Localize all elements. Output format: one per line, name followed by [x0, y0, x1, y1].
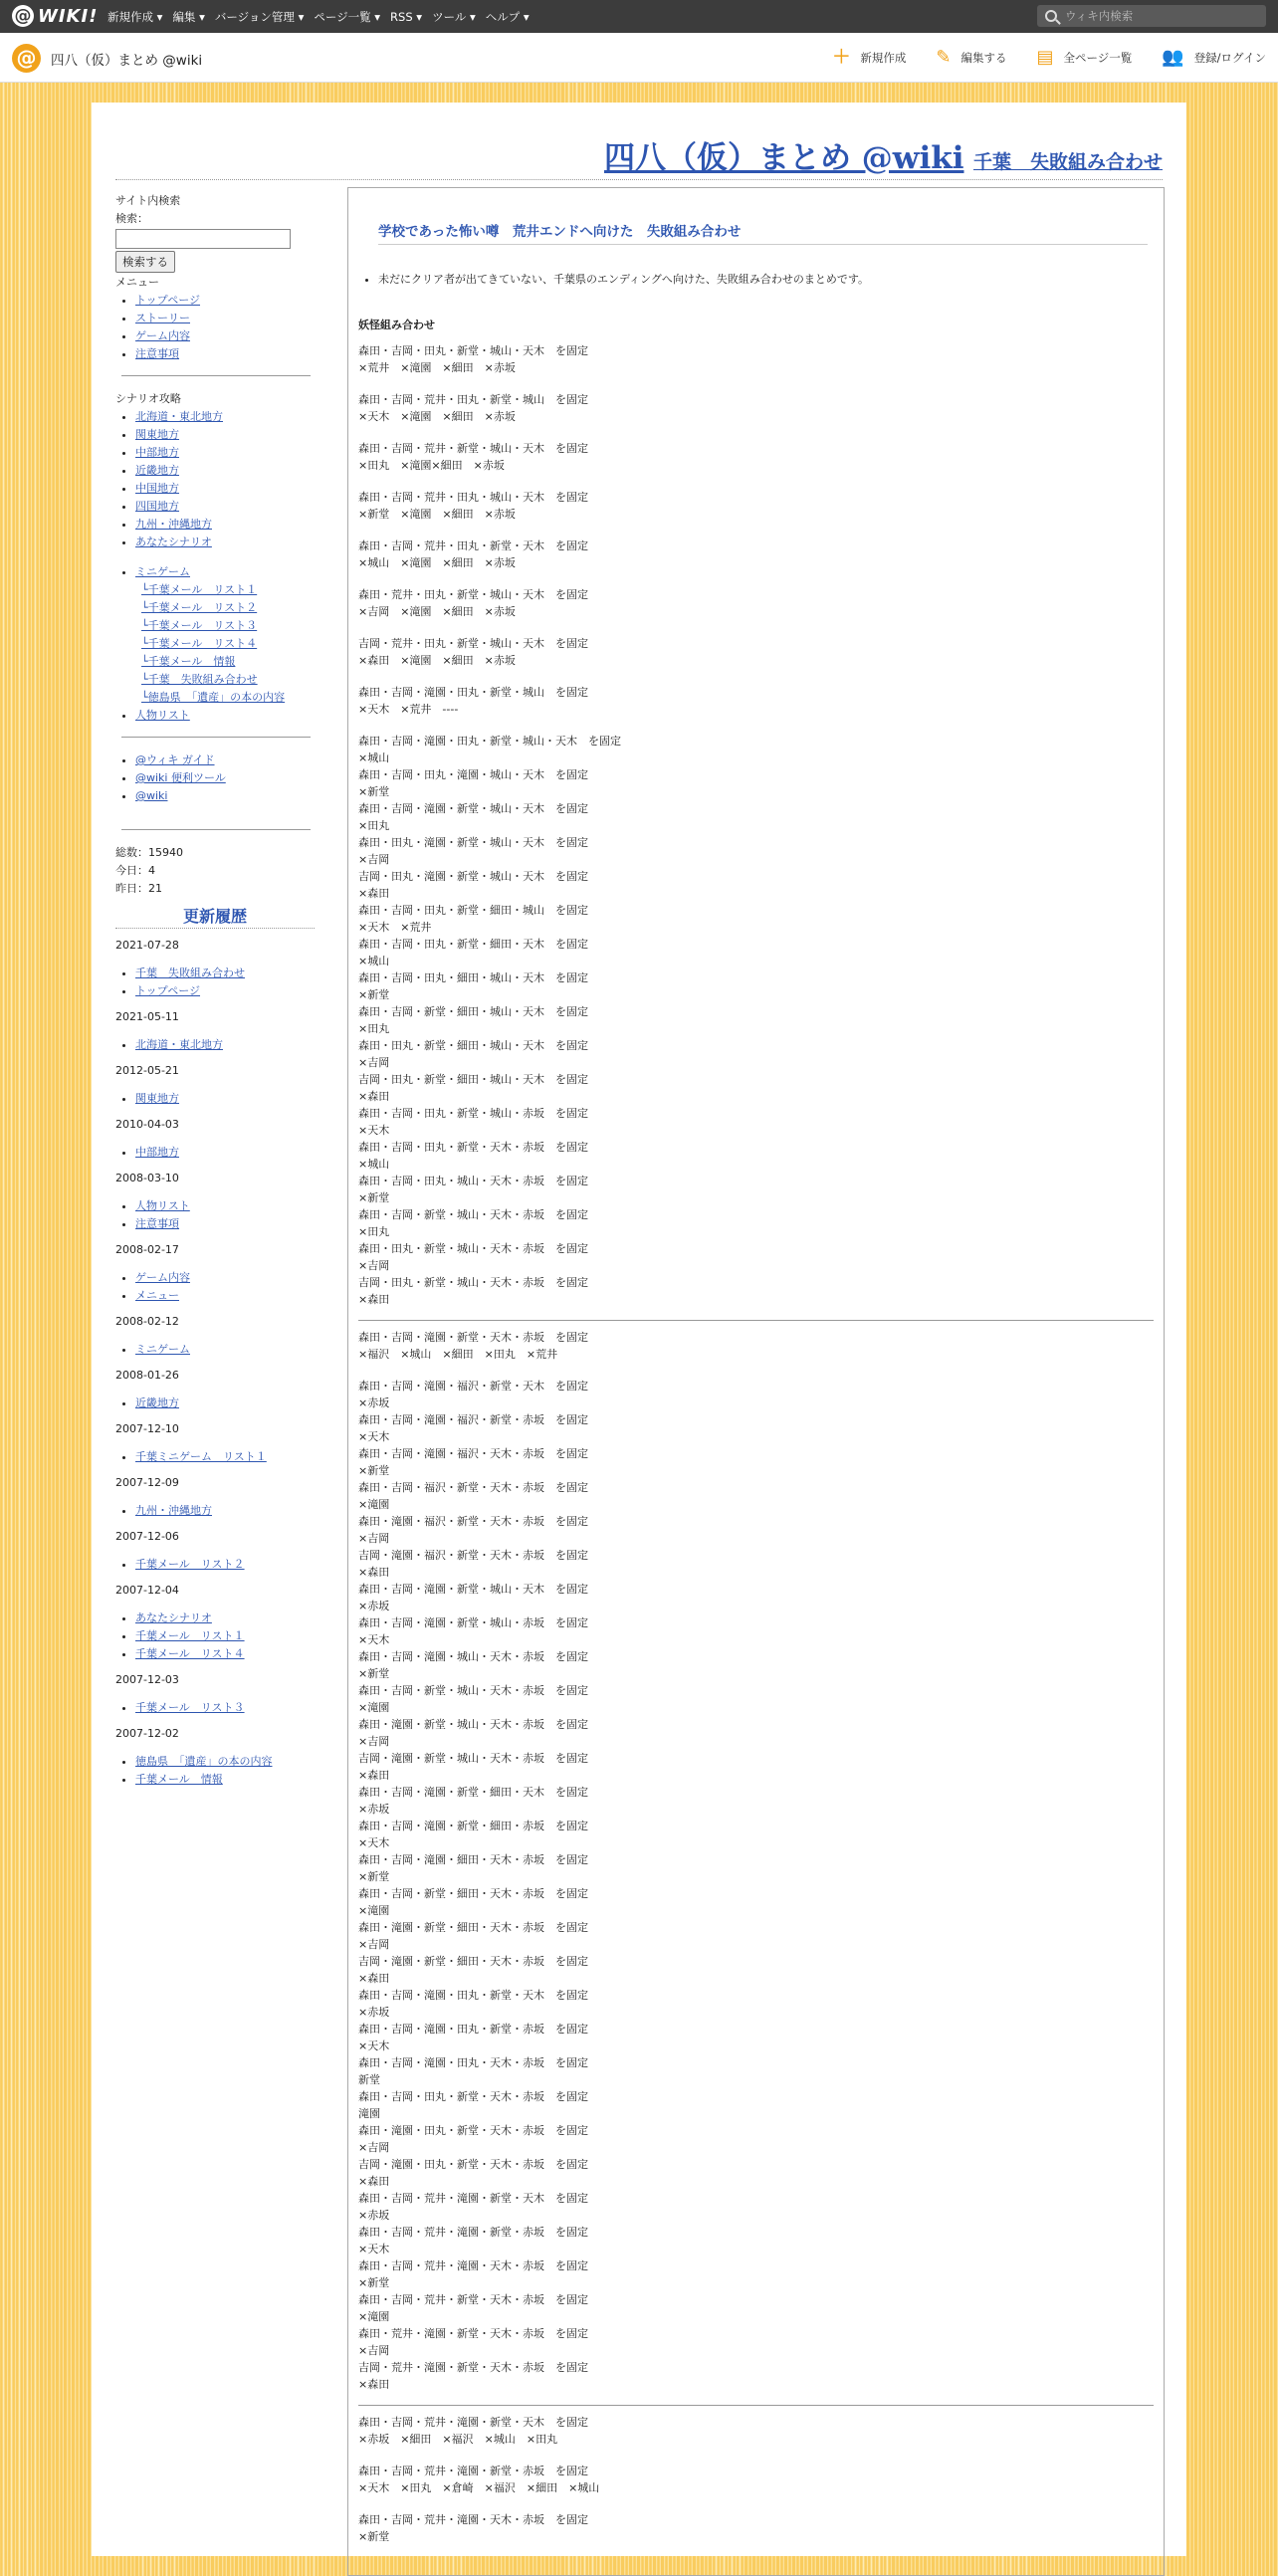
combination-entry: 森田・吉岡・滝園・福沢・新堂・赤坂 を固定 ×天木: [358, 1413, 588, 1443]
combination-entry: 森田・吉岡・荒井・田丸・新堂・城山 を固定 ×天木 ×滝園 ×細田 ×赤坂: [358, 393, 588, 423]
list-item: [135, 769, 315, 787]
list-item: [135, 1645, 315, 1663]
list-item: [135, 516, 315, 534]
combination-entry: 森田・吉岡・福沢・新堂・天木・赤坂 を固定 ×滝園: [358, 1481, 588, 1511]
list-item: [135, 292, 315, 310]
search-placeholder: ウィキ内検索: [1065, 9, 1134, 23]
list-item: [135, 480, 315, 498]
user-plus-icon: 👥: [1162, 47, 1184, 68]
recent-link[interactable]: 千葉メール リスト１: [135, 1629, 245, 1642]
minigame-sub-item: [141, 653, 315, 671]
pencil-icon: ✎: [936, 47, 952, 68]
site-subbar: [0, 33, 1278, 83]
sidebar-search-input[interactable]: [115, 229, 291, 249]
recent-group: [135, 1269, 315, 1305]
scenario-link[interactable]: 関東地方: [135, 428, 179, 441]
combination-entry: 森田・吉岡・荒井・滝園・新堂・赤坂 を固定 ×天木 ×田丸 ×倉崎 ×福沢 ×細田 ×城山: [358, 2465, 600, 2494]
combination-entry: 森田・吉岡・滝園・新堂・細田・赤坂 を固定 ×天木: [358, 1820, 588, 1849]
combination-entry: 森田・吉岡・荒井・滝園・新堂・天木 を固定 ×赤坂: [358, 2192, 588, 2222]
list-item: [135, 1269, 315, 1287]
list-item: [135, 1753, 315, 1771]
search-label: 検索：: [115, 212, 148, 225]
recent-date: 2007-12-04: [115, 1584, 179, 1597]
recent-date: 2007-12-03: [115, 1673, 179, 1686]
combination-entry: 森田・滝園・田丸・新堂・天木・赤坂 を固定 ×吉岡: [358, 2124, 588, 2154]
scenario-link[interactable]: 中部地方: [135, 446, 179, 459]
recent-group: [135, 1448, 315, 1466]
combination-entry: 森田・滝園・新堂・細田・天木・赤坂 を固定 ×吉岡: [358, 1921, 588, 1951]
recent-date: 2007-12-06: [115, 1530, 179, 1543]
combination-entry: 森田・吉岡・滝園・田丸・天木・赤坂 を固定 新堂: [358, 2056, 588, 2086]
recent-link[interactable]: 中部地方: [135, 1146, 179, 1159]
combination-entry: 森田・吉岡・田丸・細田・城山・天木 を固定 ×新堂: [358, 971, 588, 1001]
list-item: [135, 563, 315, 707]
recent-date: 2021-05-11: [115, 1010, 179, 1023]
recent-date: 2007-12-02: [115, 1727, 179, 1740]
recent-date: 2007-12-10: [115, 1422, 179, 1435]
search-icon: [1045, 10, 1057, 22]
minigame-sub-link[interactable]: └徳島県 「遺産」の本の内容: [141, 691, 286, 704]
minigame-sub-item: [141, 599, 315, 617]
recent-date: 2010-04-03: [115, 1118, 179, 1131]
scenario-link[interactable]: 中国地方: [135, 482, 179, 495]
recent-date: 2008-03-10: [115, 1172, 179, 1184]
menu-tools[interactable]: ツール ▾: [432, 9, 476, 24]
divider: [121, 829, 311, 830]
list-item: [135, 1699, 315, 1717]
site-logo[interactable]: [12, 44, 202, 73]
recent-link[interactable]: あなたシナリオ: [135, 1611, 212, 1624]
menu-rss[interactable]: RSS ▾: [390, 9, 423, 24]
combination-entry: 森田・吉岡・田丸・新堂・細田・城山 を固定 ×天木 ×荒井: [358, 904, 588, 934]
combination-entry: 森田・吉岡・田丸・新堂・城山・天木 を固定 ×荒井 ×滝園 ×細田 ×赤坂: [358, 344, 588, 374]
recent-group: [135, 1395, 315, 1412]
menu-list: [135, 292, 315, 363]
combination-entry: 森田・吉岡・田丸・滝園・城山・天木 を固定 ×新堂: [358, 768, 588, 798]
combination-entry: 森田・荒井・滝園・新堂・天木・赤坂 を固定 ×吉岡: [358, 2327, 588, 2357]
page-container: [92, 103, 1186, 2556]
recent-link[interactable]: 千葉メール リスト３: [135, 1701, 245, 1714]
recent-list: [115, 937, 315, 1789]
minigame-sub-item: [141, 635, 315, 653]
list-item: [135, 327, 315, 345]
recent-date: 2008-02-17: [115, 1243, 179, 1256]
combination-entry: 森田・吉岡・荒井・田丸・城山・天木 を固定 ×新堂 ×滝園 ×細田 ×赤坂: [358, 491, 588, 521]
search-button[interactable]: 検索する: [115, 251, 175, 273]
section-title: 妖怪組み合わせ: [358, 319, 435, 331]
combination-entry: 森田・吉岡・荒井・滝園・新堂・赤坂 を固定 ×天木: [358, 2226, 588, 2255]
logo-text: WIKI!: [38, 5, 99, 27]
list-item: [135, 1627, 315, 1645]
list-item: [135, 965, 315, 982]
page-header: [604, 132, 1163, 177]
combination-entry: 森田・田丸・新堂・細田・城山・天木 を固定 ×吉岡: [358, 1039, 588, 1069]
minigame-sub-link[interactable]: └千葉メール 情報: [141, 655, 236, 668]
recent-link[interactable]: メニュー: [135, 1289, 179, 1302]
minigame-sub-link[interactable]: └千葉メール リスト４: [141, 637, 258, 650]
combination-entry: 森田・吉岡・新堂・細田・天木・赤坂 を固定 ×滝園: [358, 1887, 588, 1917]
intro-text: • 未だにクリア者が出てきていない、千葉県のエンディングへ向けた、失敗組み合わせのまとめです。: [378, 271, 1154, 287]
page-icon: ▤: [1036, 47, 1054, 68]
minigame-sub-link[interactable]: └千葉 失敗組み合わせ: [141, 673, 258, 686]
recent-group: [135, 1197, 315, 1233]
recent-link[interactable]: 近畿地方: [135, 1396, 179, 1409]
recent-group: [135, 1144, 315, 1162]
combination-entry: 吉岡・田丸・新堂・城山・天木・赤坂 を固定 ×森田: [358, 1276, 588, 1306]
combination-list: [358, 342, 1154, 2545]
recent-link[interactable]: 徳島県 「遺産」の本の内容: [135, 1755, 273, 1768]
combination-entry: 森田・滝園・新堂・城山・天木・赤坂 を固定 ×吉岡: [358, 1718, 588, 1748]
wiki-home-link[interactable]: @wiki: [135, 789, 168, 802]
combination-entry: 森田・吉岡・滝園・新堂・天木・赤坂 を固定 ×福沢 ×城山 ×細田 ×田丸 ×荒井: [358, 1331, 588, 1361]
recent-link[interactable]: 北海道・東北地方: [135, 1038, 223, 1051]
minigame-sub-link[interactable]: └千葉メール リスト１: [141, 583, 258, 596]
combination-entry: 森田・吉岡・滝園・新堂・細田・天木 を固定 ×赤坂: [358, 1786, 588, 1816]
wiki-title-link[interactable]: 四八（仮）まとめ @wiki: [603, 140, 964, 176]
menu-version[interactable]: バージョン管理 ▾: [214, 9, 305, 24]
menu-edit[interactable]: 編集 ▾: [172, 9, 205, 24]
menu-new[interactable]: 新規作成 ▾: [107, 9, 163, 24]
menu-link-game[interactable]: ゲーム内容: [135, 329, 190, 342]
recent-link[interactable]: 人物リスト: [135, 1199, 190, 1212]
minigame-sub-item: [141, 581, 315, 599]
wiki-search-input[interactable]: [1037, 5, 1266, 27]
divider: [121, 375, 311, 376]
list-item: [135, 1771, 315, 1789]
scenario-link[interactable]: 北海道・東北地方: [135, 410, 223, 423]
recent-group: [135, 1341, 315, 1359]
list-item: [135, 1036, 315, 1054]
recent-link[interactable]: 九州・沖縄地方: [135, 1504, 212, 1517]
combination-entry: 森田・吉岡・滝園・新堂・城山・天木 を固定 ×田丸: [358, 802, 588, 832]
combination-entry: 森田・吉岡・田丸・新堂・城山・赤坂 を固定 ×天木: [358, 1107, 588, 1137]
wiki-links-list: [135, 751, 315, 805]
recent-group: [135, 1610, 315, 1663]
minigame-sub-item: [141, 617, 315, 635]
combination-entry: 森田・吉岡・滝園・城山・天木・赤坂 を固定 ×新堂: [358, 1650, 588, 1680]
menu-link-top[interactable]: トップページ: [135, 294, 201, 307]
combination-entry: 森田・吉岡・滝園・田丸・新堂・天木 を固定 ×赤坂: [358, 1989, 588, 2019]
combination-entry: 森田・吉岡・荒井・滝園・天木・赤坂 を固定 ×新堂: [358, 2513, 588, 2543]
new-page-label: 新規作成: [860, 51, 907, 65]
combination-entry: 森田・吉岡・滝園・細田・天木・赤坂 を固定 ×新堂: [358, 1853, 588, 1883]
divider: [121, 737, 311, 738]
combination-entry: 森田・吉岡・滝園・福沢・天木・赤坂 を固定 ×新堂: [358, 1447, 588, 1477]
counter-today: 今日：4: [115, 864, 155, 877]
recent-link[interactable]: ゲーム内容: [135, 1271, 190, 1284]
combination-entry: 森田・吉岡・滝園・新堂・城山・天木 を固定 ×赤坂: [358, 1583, 588, 1612]
scenario-link[interactable]: 九州・沖縄地方: [135, 518, 212, 531]
recent-group: [135, 1502, 315, 1520]
wiki-guide-link[interactable]: @ウィキ ガイド: [135, 753, 215, 766]
combination-entry: 森田・吉岡・田丸・新堂・細田・天木 を固定 ×城山: [358, 938, 588, 967]
recent-heading: 更新履歴: [115, 908, 315, 929]
menu-pages[interactable]: ページ一覧 ▾: [314, 9, 381, 24]
recent-date: 2012-05-21: [115, 1064, 179, 1077]
header-divider: [115, 179, 1163, 180]
combination-entry: 吉岡・滝園・新堂・細田・天木・赤坂 を固定 ×森田: [358, 1955, 588, 1985]
main-content: [347, 187, 1165, 2576]
minigame-sub-item: [141, 671, 315, 689]
recent-link[interactable]: 千葉メール リスト４: [135, 1647, 245, 1660]
list-item: [135, 707, 315, 725]
minigame-link[interactable]: ミニゲーム: [135, 565, 190, 578]
list-item: [135, 534, 315, 551]
combination-entry: 森田・吉岡・滝園・田丸・新堂・城山・天木 を固定 ×城山: [358, 735, 621, 764]
recent-date: 2008-01-26: [115, 1369, 179, 1382]
list-item: [135, 787, 315, 805]
recent-date: 2021-07-28: [115, 939, 179, 952]
combination-entry: 森田・吉岡・田丸・城山・天木・赤坂 を固定 ×新堂: [358, 1175, 588, 1204]
list-item: [135, 1287, 315, 1305]
list-item: [135, 426, 315, 444]
combination-entry: 森田・滝園・福沢・新堂・天木・赤坂 を固定 ×吉岡: [358, 1515, 588, 1545]
combination-entry: 吉岡・荒井・田丸・新堂・城山・天木 を固定 ×森田 ×滝園 ×細田 ×赤坂: [358, 637, 588, 667]
sidebar: [115, 192, 315, 1797]
list-item: [135, 408, 315, 426]
combination-entry: 森田・吉岡・滝園・新堂・城山・赤坂 を固定 ×天木: [358, 1616, 588, 1646]
recent-link[interactable]: 注意事項: [135, 1217, 179, 1230]
recent-link[interactable]: ミニゲーム: [135, 1343, 190, 1356]
login-button[interactable]: [1162, 49, 1266, 67]
recent-group: [135, 1090, 315, 1108]
combination-entry: 吉岡・滝園・田丸・新堂・天木・赤坂 を固定 ×森田: [358, 2158, 588, 2188]
recent-link[interactable]: 千葉メール リスト２: [135, 1558, 245, 1571]
divider: [358, 2405, 1154, 2406]
plus-icon: ＋: [832, 47, 851, 68]
people-link[interactable]: 人物リスト: [135, 709, 190, 722]
list-item: [135, 1197, 315, 1215]
recent-link[interactable]: トップページ: [135, 984, 201, 997]
combination-entry: 森田・吉岡・荒井・新堂・天木・赤坂 を固定 ×滝園: [358, 2293, 588, 2323]
minigame-sub-link[interactable]: └千葉メール リスト２: [141, 601, 258, 614]
list-item: [135, 1395, 315, 1412]
menu-heading: メニュー: [115, 276, 159, 289]
scenario-link[interactable]: あなたシナリオ: [135, 536, 212, 548]
scenario-link[interactable]: 近畿地方: [135, 464, 179, 477]
recent-group: [135, 1753, 315, 1789]
combination-entry: 森田・吉岡・田丸・新堂・天木・赤坂 を固定 滝園: [358, 2090, 588, 2120]
combination-entry: 吉岡・滝園・新堂・城山・天木・赤坂 を固定 ×森田: [358, 1752, 588, 1782]
combination-entry: 森田・吉岡・滝園・福沢・新堂・天木 を固定 ×赤坂: [358, 1380, 588, 1409]
list-item: [135, 462, 315, 480]
all-pages-button[interactable]: [1036, 49, 1132, 67]
scenario-list: [135, 408, 315, 551]
list-item: [135, 498, 315, 516]
divider: [358, 1320, 1154, 1321]
list-item: [135, 1556, 315, 1574]
combination-entry: 森田・吉岡・滝園・田丸・新堂・赤坂 を固定 ×天木: [358, 2023, 588, 2052]
site-search-heading: サイト内検索: [115, 194, 181, 207]
combination-entry: 吉岡・田丸・滝園・新堂・城山・天木 を固定 ×森田: [358, 870, 588, 900]
minigame-sub-item: [141, 689, 315, 707]
recent-link[interactable]: 千葉 失敗組み合わせ: [135, 966, 245, 979]
combination-entry: 森田・吉岡・荒井・滝園・新堂・天木 を固定 ×赤坂 ×細田 ×福沢 ×城山 ×田丸: [358, 2416, 588, 2446]
list-item: [135, 1502, 315, 1520]
combination-entry: 森田・田丸・新堂・城山・天木・赤坂 を固定 ×吉岡: [358, 1242, 588, 1272]
at-icon: @: [12, 5, 34, 27]
top-menu: [107, 0, 539, 33]
combination-entry: 森田・田丸・滝園・新堂・城山・天木 を固定 ×吉岡: [358, 836, 588, 866]
combination-entry: 森田・吉岡・新堂・細田・城山・天木 を固定 ×田丸: [358, 1005, 588, 1035]
scenario-heading: シナリオ攻略: [115, 392, 181, 405]
recent-date: 2007-12-09: [115, 1476, 179, 1489]
atwiki-logo[interactable]: [12, 5, 98, 27]
list-item: [135, 1341, 315, 1359]
login-label: 登録/ログイン: [1193, 51, 1266, 65]
site-at-icon: @: [12, 44, 41, 73]
top-navbar: [0, 0, 1278, 33]
combination-entry: 森田・吉岡・新堂・城山・天木・赤坂 を固定 ×田丸: [358, 1208, 588, 1238]
menu-link-notes[interactable]: 注意事項: [135, 347, 179, 360]
counter-total: 総数：15940: [115, 846, 183, 859]
edit-button[interactable]: [936, 49, 1006, 67]
recent-group: [135, 1036, 315, 1054]
combination-entry: 森田・吉岡・田丸・新堂・天木・赤坂 を固定 ×城山: [358, 1141, 588, 1171]
recent-link[interactable]: 千葉メール 情報: [135, 1773, 223, 1786]
list-item: [135, 1144, 315, 1162]
recent-date: 2008-02-12: [115, 1315, 179, 1328]
recent-group: [135, 965, 315, 1000]
list-item: [135, 1215, 315, 1233]
list-item: [135, 1090, 315, 1108]
recent-link[interactable]: 関東地方: [135, 1092, 179, 1105]
list-item: [135, 345, 315, 363]
list-item: [135, 444, 315, 462]
list-item: [135, 310, 315, 327]
recent-group: [135, 1556, 315, 1574]
combination-entry: 森田・吉岡・新堂・城山・天木・赤坂 を固定 ×滝園: [358, 1684, 588, 1714]
new-page-button[interactable]: [832, 49, 906, 67]
combination-entry: 森田・荒井・田丸・新堂・城山・天木 を固定 ×吉岡 ×滝園 ×細田 ×赤坂: [358, 588, 588, 618]
scenario-link[interactable]: 四国地方: [135, 500, 179, 513]
content-heading: 学校であった怖い噂 荒井エンドへ向けた 失敗組み合わせ: [378, 220, 1148, 245]
list-item: [135, 751, 315, 769]
combination-entry: 森田・吉岡・荒井・滝園・天木・赤坂 を固定 ×新堂: [358, 2259, 588, 2289]
minigame-sub-link[interactable]: └千葉メール リスト３: [141, 619, 258, 632]
recent-group: [135, 1699, 315, 1717]
combination-entry: 森田・吉岡・荒井・新堂・城山・天木 を固定 ×田丸 ×滝園×細田 ×赤坂: [358, 442, 588, 472]
menu-help[interactable]: ヘルプ ▾: [485, 9, 530, 24]
menu-link-story[interactable]: ストーリー: [135, 312, 190, 324]
combination-entry: 森田・吉岡・荒井・田丸・新堂・天木 を固定 ×城山 ×滝園 ×細田 ×赤坂: [358, 539, 588, 569]
list-item: [135, 1610, 315, 1627]
page-title-link[interactable]: 千葉 失敗組み合わせ: [972, 151, 1163, 173]
combination-entry: 吉岡・田丸・新堂・細田・城山・天木 を固定 ×森田: [358, 1073, 588, 1103]
combination-entry: 吉岡・荒井・滝園・新堂・天木・赤坂 を固定 ×森田: [358, 2361, 588, 2391]
all-pages-label: 全ページ一覧: [1063, 51, 1133, 65]
list-item: [135, 1448, 315, 1466]
combination-entry: 森田・吉岡・滝園・田丸・新堂・城山 を固定 ×天木 ×荒井 ----: [358, 686, 588, 716]
intro-list: [378, 271, 1154, 287]
wiki-tools-link[interactable]: @wiki 便利ツール: [135, 771, 226, 784]
site-name: 四八（仮）まとめ @wiki: [51, 52, 203, 69]
edit-label: 編集する: [960, 51, 1007, 65]
list-item: [135, 982, 315, 1000]
counter-yesterday: 昨日：21: [115, 882, 162, 895]
site-actions: [802, 33, 1266, 83]
combination-entry: 吉岡・滝園・福沢・新堂・天木・赤坂 を固定 ×森田: [358, 1549, 588, 1579]
minigame-list: [135, 563, 315, 725]
recent-link[interactable]: 千葉ミニゲーム リスト１: [135, 1450, 267, 1463]
